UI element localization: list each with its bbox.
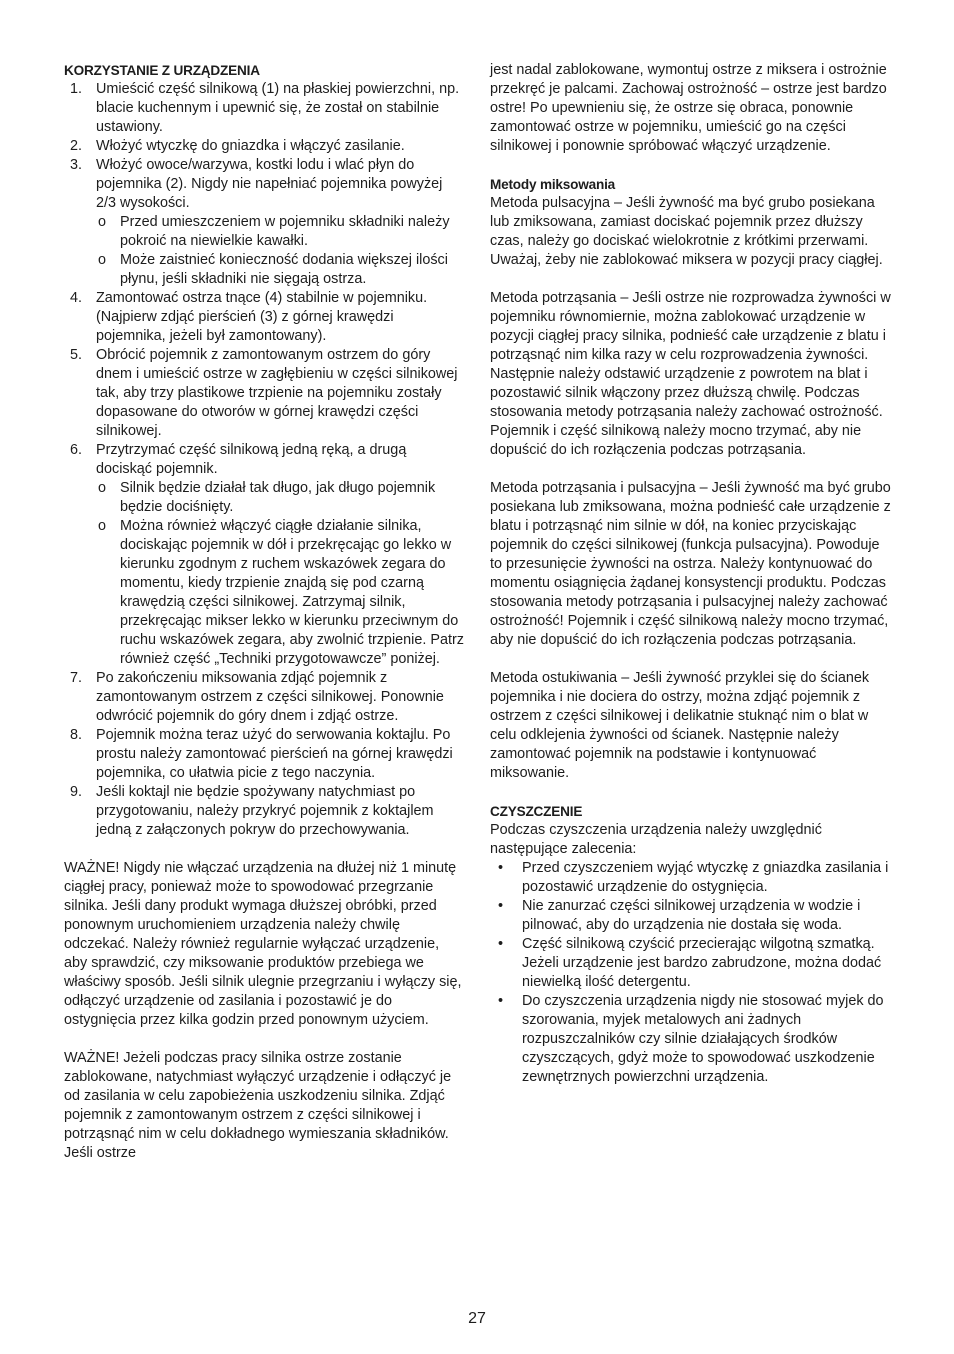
usage-step [64,156,464,289]
bullet-marker: • [498,898,504,914]
cleaning-item-text: Przed czyszczeniem wyjąć wtyczkę z gniazdka zasilania i pozostawić urządzenie do ostygnięcia. [522,860,889,895]
subitem-text: Można również włączyć ciągłe działanie silnika, dociskając pojemnik w dół i przekręcając go lekko w kierunku zgodnym z ruchem wskazówek zegara do momentu, kiedy trzpienie znajdą się pod czarną krawędzią części silnikowej. Zatrzymaj silnik, przekręcając mikser lekko w kierunku przeciwnym do ruchu wskazówek zegara, aby zwolnić trzpienie. Patrz również część „Techniki przygotowawcze” poniżej. [120,518,464,667]
cleaning-item-text: Nie zanurzać części silnikowej urządzenia w wodzie i pilnować, aby do urządzenia nie dostała się woda. [522,898,861,933]
subitem-marker: o [98,480,107,496]
step-number: 4. [70,290,83,306]
step-number: 9. [70,784,83,800]
step-text: Jeśli koktajl nie będzie spożywany natychmiast po przygotowaniu, należy przykryć pojemnik z koktajlem jedną z załączonych pokryw do przechowywania. [96,784,434,838]
subitem-text: Może zaistnieć konieczność dodania większej ilości płynu, jeśli składniki nie sięgają ostrza. [120,252,448,287]
usage-step [64,80,464,137]
cleaning-item [490,859,895,897]
subitem-marker: o [98,252,107,268]
step-text: Obrócić pojemnik z zamontowanym ostrzem do góry dnem i umieścić ostrze w zagłębieniu w części silnikowej tak, aby trzy plastikowe trzpienie na pojemniku zostały dopasowane do otworów w górnej krawędzi części silnikowej. [96,347,458,439]
warning-blocked-blade: WAŻNE! Jeżeli podczas pracy silnika ostrze zostanie zablokowane, natychmiast wyłączyć urządzenie i odłączyć je od zasilania w celu zapobieżenia uszkodzeniu silnika. Zdjąć pojemnik z zamontowanym ostrzem z części silnikowej i potrząsnąć nim w celu dokładnego wymieszania składników. Jeśli ostrze [64,1050,452,1161]
step-text: Zamontować ostrza tnące (4) stabilnie w pojemniku. (Najpierw zdjąć pierścień (3) z górnej krawędzi pojemnika, jeżeli był zamontowany). [96,290,428,344]
method-pulse: Metoda pulsacyjna – Jeśli żywność ma być grubo posiekana lub zmiksowana, zamiast dociskać pojemnik przez dłuższy czas, należy go dociskać wielokrotnie z krótkimi przerwami. Uważaj, żeby nie zablokować miksera w pozycji pracy ciągłej. [490,195,883,268]
step-subitem [96,213,464,251]
cleaning-item [490,992,895,1087]
step-text: Przytrzymać część silnikową jedną ręką, a drugą dociskąć pojemnik. [96,442,407,477]
step-subitem [96,479,464,517]
usage-heading: KORZYSTANIE Z URZĄDZENIA [64,63,260,78]
usage-steps-list [64,80,464,840]
subitem-text: Silnik będzie działał tak długo, jak długo pojemnik będzie dociśnięty. [120,480,436,515]
step-sublist [96,479,464,669]
cleaning-list [490,859,895,1087]
step-subitem [96,517,464,669]
bullet-marker: • [498,936,504,952]
step-number: 3. [70,157,83,173]
step-sublist [96,213,464,289]
step-text: Włożyć owoce/warzywa, kostki lodu i wlać płyn do pojemnika (2). Nigdy nie napełniać pojemnika powyżej 2/3 wysokości. [96,157,443,211]
usage-step [64,289,464,346]
bullet-marker: • [498,860,504,876]
step-subitem [96,251,464,289]
usage-step [64,726,464,783]
step-text: Włożyć wtyczkę do gniazdka i włączyć zasilanie. [96,138,405,154]
step-text: Pojemnik można teraz użyć do serwowania koktajlu. Po prostu należy zamontować pierścień na górnej krawędzi pojemnika, co ułatwia picie z tego naczynia. [96,727,453,781]
usage-step [64,137,464,156]
step-number: 5. [70,347,83,363]
cleaning-item [490,935,895,992]
usage-step [64,346,464,441]
methods-heading: Metody miksowania [490,177,616,192]
step-number: 2. [70,138,83,154]
step-number: 8. [70,727,83,743]
step-text: Umieścić część silnikową (1) na płaskiej powierzchni, np. blacie kuchennym i upewnić się, że został on stabilnie ustawiony. [96,81,460,135]
method-shake-pulse: Metoda potrząsania i pulsacyjna – Jeśli żywność ma być grubo posiekana lub zmiksowana, można podnieść całe urządzenie z blatu i potrząsnąć nim silnie w dół, na koniec przyciskając pojemnik do części silnikowej (funkcja pulsacyjna). Powoduje to przesunięcie żywności na ostrza. Należy kontynuować do momentu osiągnięcia żądanej konsystencji produktu. Podczas stosowania metody potrząsania i pulsacyjnej należy zachować ostrożność! Pojemnik i część silnikową należy mocno trzymać, aby nie dopuścić do ich rozłączenia podczas potrząsania. [490,480,891,648]
page-number: 27 [468,1310,486,1327]
subitem-marker: o [98,518,107,534]
method-shake: Metoda potrząsania – Jeśli ostrze nie rozprowadza żywności w pojemniku równomiernie, można zablokować urządzenie w pozycji ciągłej pracy silnika, podnieść całe urządzenie z blatu i potrząsnąć nim kilka razy w celu rozprowadzenia żywności. Następnie należy odstawić urządzenie z powrotem na blat i pozostawić silnik włączony przez dłuższą chwilę. Podczas stosowania metody potrząsania należy zachować ostrożność. Pojemnik i część silnikową należy mocno trzymać, aby nie dopuścić do ich rozłączenia podczas potrząsania. [490,290,891,458]
subitem-text: Przed umieszczeniem w pojemniku składniki należy pokroić na niewielkie kawałki. [120,214,450,249]
left-column [64,61,464,1163]
cleaning-item-text: Do czyszczenia urządzenia nigdy nie stosować myjek do szorowania, myjek metalowych ani żadnych rozpuszczalników czy silnie działających środków czyszczących, gdyż może to spowodować uszkodzenie zewnętrznych powierzchni urządzenia. [522,993,884,1085]
right-column [490,61,895,1087]
cleaning-intro: Podczas czyszczenia urządzenia należy uwzględnić następujące zalecenia: [490,822,822,857]
step-text: Po zakończeniu miksowania zdjąć pojemnik z zamontowanym ostrzem z części silnikowej. Ponownie odwrócić pojemnik do góry dnem i zdjąć ostrze. [96,670,444,724]
usage-step [64,783,464,840]
cleaning-item [490,897,895,935]
usage-step [64,441,464,669]
step-number: 1. [70,81,83,97]
warning-overheat: WAŻNE! Nigdy nie włączać urządzenia na dłużej niż 1 minutę ciągłej pracy, ponieważ może to spowodować przegrzanie silnika. Jeśli dany produkt wymaga dłuższej obróbki, przed ponownym uruchomieniem urządzenia należy chwilę odczekać. Należy również regularnie wyłączać urządzenie, aby sprawdzić, czy miksowanie produktów przebiega we właściwy sposób. Jeśli silnik ulegnie przegrzaniu i wyłączy się, odłączyć urządzenie od zasilania i pozostawić je do ostygnięcia przez kilka godzin przed ponownym użyciem. [64,860,462,1028]
step-number: 7. [70,670,83,686]
usage-step [64,669,464,726]
bullet-marker: • [498,993,504,1009]
cleaning-item-text: Część silnikową czyścić przecierając wilgotną szmatką. Jeżeli urządzenie jest bardzo zabrudzone, można dodać niewielką ilość detergentu. [522,936,882,990]
warning-continuation: jest nadal zablokowane, wymontuj ostrze z miksera i ostrożnie przekręć je palcami. Zachowaj ostrożność – ostrze jest bardzo ostre! Po upewnieniu się, że ostrze się obraca, ponownie zamontować ostrze w pojemniku, umieścić go na części silnikowej i ponownie spróbować włączyć urządzenie. [490,62,887,154]
cleaning-heading: CZYSZCZENIE [490,804,583,819]
subitem-marker: o [98,214,107,230]
method-tap: Metoda ostukiwania – Jeśli żywność przyklei się do ścianek pojemnika i nie dociera do ostrzy, można zdjąć pojemnik z ostrzem z części silnikowej i delikatnie stuknąć nim o blat w celu odklejenia żywności od ścianek. Następnie należy zamontować pojemnik na podstawie i kontynuować miksowanie. [490,670,870,781]
step-number: 6. [70,442,83,458]
